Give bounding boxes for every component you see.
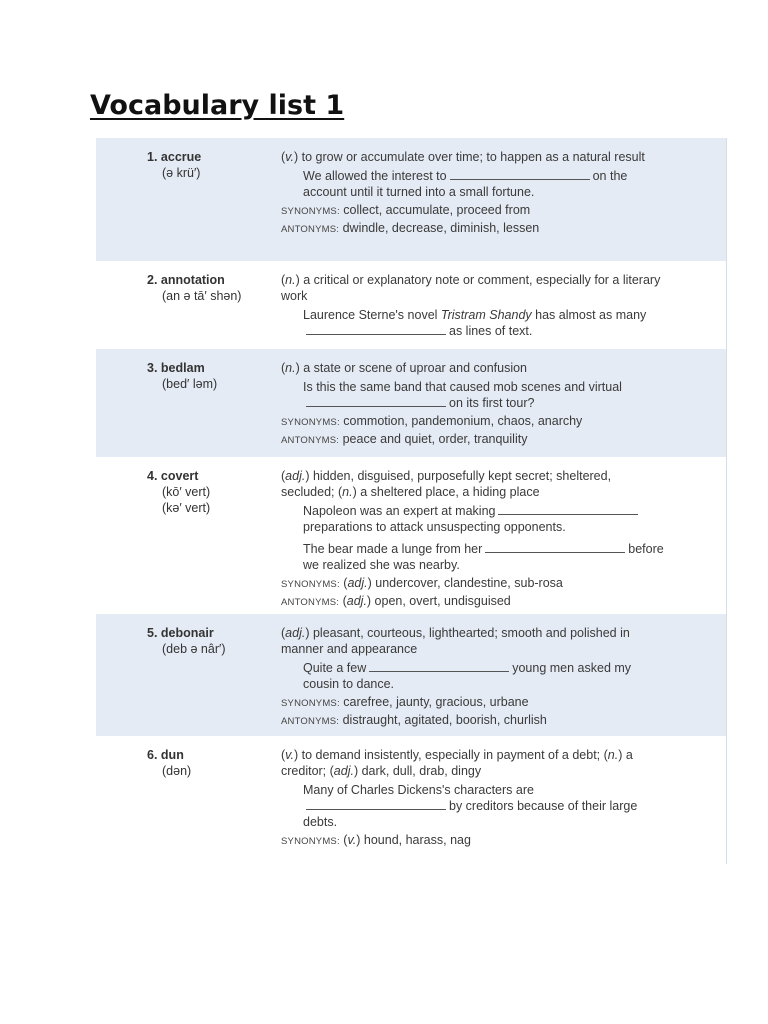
entry-pronunciation: (deb ə nâr′) [162, 642, 226, 656]
example-sentence: Laurence Sterne's novel Tristram Shandy has almost as manyas lines of text. [303, 308, 647, 338]
antonyms-line: ANTONYMS: (adj.) open, overt, undisguised [281, 594, 511, 608]
vocab-entry-covert [96, 457, 726, 614]
entry-body [281, 149, 726, 253]
vocab-entry-dun [96, 736, 726, 864]
fill-in-blank [498, 503, 638, 515]
entry-head [96, 625, 281, 728]
entry-pronunciation: (kō′ vert) [162, 485, 211, 499]
entry-word: 4. covert [147, 469, 199, 483]
entry-body [281, 747, 726, 856]
entry-body [281, 272, 726, 341]
entry-head [96, 360, 281, 449]
synonyms-line: SYNONYMS: collect, accumulate, proceed from [281, 203, 531, 217]
entry-body [281, 468, 726, 606]
synonyms-line: SYNONYMS: (v.) hound, harass, nag [281, 833, 471, 847]
fill-in-blank [306, 395, 446, 407]
fill-in-blank [306, 323, 446, 335]
entry-pronunciation: (an ə tā′ shən) [162, 289, 242, 303]
entry-word: 2. annotation [147, 273, 225, 287]
antonyms-line: ANTONYMS: distraught, agitated, boorish, churlish [281, 713, 547, 727]
example-sentence: Napoleon was an expert at makingpreparations to attack unsuspecting opponents. [281, 503, 668, 535]
entry-definition: (v.) to grow or accumulate over time; to happen as a natural result [281, 150, 645, 164]
entry-head [96, 468, 281, 606]
fill-in-blank [306, 798, 446, 810]
entry-pronunciation: (bed′ ləm) [162, 377, 218, 391]
example-sentence: Many of Charles Dickens's characters areby creditors because of their large debts. [303, 783, 638, 829]
antonyms-line: ANTONYMS: peace and quiet, order, tranquility [281, 432, 528, 446]
antonyms-line: ANTONYMS: dwindle, decrease, diminish, lessen [281, 221, 540, 235]
vocabulary-table [96, 138, 727, 864]
vocab-entry-annotation [96, 261, 726, 349]
entry-body [281, 360, 726, 449]
entry-body [281, 625, 726, 728]
entry-definition: (adj.) pleasant, courteous, lighthearted; smooth and polished in manner and appearance [281, 626, 630, 656]
entry-word: 5. debonair [147, 626, 214, 640]
entry-word: 6. dun [147, 748, 184, 762]
vocab-entry-accrue [96, 138, 726, 261]
example-sentence: We allowed the interest to on the account until it turned into a small fortune. [303, 169, 628, 199]
synonyms-line: SYNONYMS: carefree, jaunty, gracious, urbane [281, 695, 529, 709]
vocab-entry-debonair [96, 614, 726, 736]
entry-pronunciation: (ə krü′) [162, 166, 201, 180]
entry-head [96, 149, 281, 253]
entry-definition: (adj.) hidden, disguised, purposefully kept secret; sheltered, secluded; (n.) a sheltered place, a hiding place [281, 469, 612, 499]
entry-head [96, 272, 281, 341]
entry-definition: (n.) a state or scene of uproar and confusion [281, 361, 527, 375]
page-title: Vocabulary list 1 [90, 90, 345, 121]
fill-in-blank [369, 660, 509, 672]
example-sentence: The bear made a lunge from her before we realized she was nearby. [303, 542, 664, 572]
entry-word: 3. bedlam [147, 361, 205, 375]
synonyms-line: SYNONYMS: (adj.) undercover, clandestine, sub-rosa [281, 576, 563, 590]
fill-in-blank [450, 168, 590, 180]
entry-definition: (v.) to demand insistently, especially in payment of a debt; (n.) a creditor; (adj.) dark, dull, drab, dingy [281, 748, 633, 778]
vocab-entry-bedlam [96, 349, 726, 457]
example-sentence: Quite a few young men asked my cousin to dance. [303, 661, 632, 691]
entry-definition: (n.) a critical or explanatory note or comment, especially for a literary work [281, 273, 661, 303]
example-sentence: Is this the same band that caused mob scenes and virtualon its first tour? [303, 380, 622, 410]
synonyms-line: SYNONYMS: commotion, pandemonium, chaos, anarchy [281, 414, 583, 428]
fill-in-blank [485, 541, 625, 553]
entry-head [96, 747, 281, 856]
entry-pronunciation: (dən) [162, 764, 192, 778]
entry-word: 1. accrue [147, 150, 202, 164]
entry-pronunciation-alt: (kə′ vert) [162, 501, 211, 515]
